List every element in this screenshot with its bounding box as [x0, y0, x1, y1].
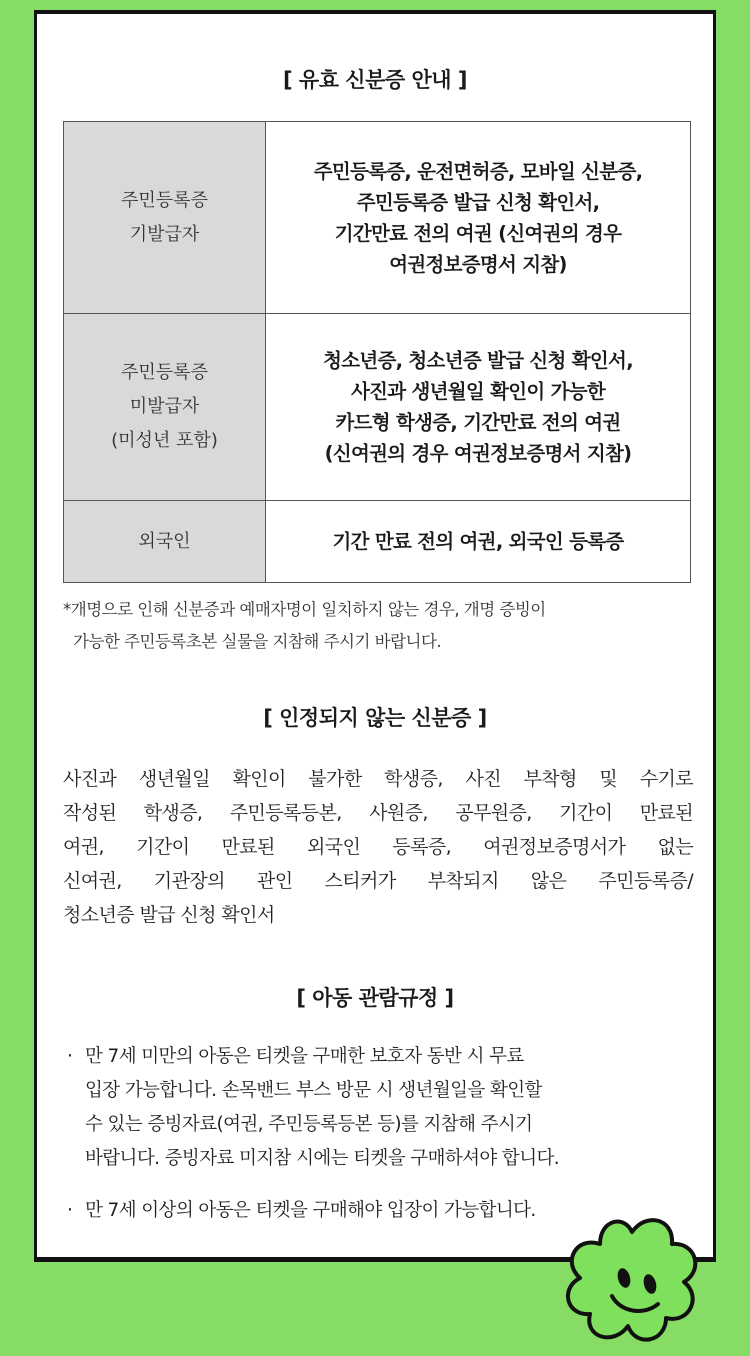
documents-cell: 주민등록증, 운전면허증, 모바일 신분증, 주민등록증 발급 신청 확인서, 기간만료 전의 여권 (신여권의 경우 여권정보증명서 지참) [266, 122, 691, 314]
list-item: · 만 7세 미만의 아동은 티켓을 구매한 보호자 동반 시 무료 입장 가능합니다. 손목밴드 부스 방문 시 생년월일을 확인할 수 있는 증빙자료(여권, 주민등록등본 등)를 지참해 주시기 바랍니다. 증빙자료 미지참 시에는 티켓을 구매하셔야 합니다. [67, 1040, 707, 1176]
table-row [64, 501, 691, 583]
bullet-dot: · [67, 1046, 73, 1067]
documents-cell: 기간 만료 전의 여권, 외국인 등록증 [266, 501, 691, 583]
list-item: · 만 7세 이상의 아동은 티켓을 구매해야 입장이 가능합니다. [67, 1194, 707, 1228]
notice-card [34, 10, 716, 1262]
category-cell: 외국인 [64, 501, 266, 583]
child-rules-heading: [ 아동 관람규정 ] [296, 986, 454, 1010]
invalid-id-text: 사진과 생년월일 확인이 불가한 학생증, 사진 부착형 및 수기로 작성된 학생증, 주민등록등본, 사원증, 공무원증, 기간이 만료된 여권, 기간이 만료된 외국인 등록증, 여권정보증명서가 없는 신여권, 기관장의 관인 스티커가 부착되지 않은 주민등록증/ 청소년증 발급 신청 확인서 [63, 768, 693, 926]
child-rule-1 [67, 1040, 707, 1176]
valid-id-table [63, 121, 691, 583]
table-row [64, 122, 691, 314]
documents-cell: 청소년증, 청소년증 발급 신청 확인서, 사진과 생년월일 확인이 가능한 카드형 학생증, 기간만료 전의 여권 (신여권의 경우 여권정보증명서 지참) [266, 314, 691, 501]
invalid-id-heading: [ 인정되지 않는 신분증 ] [263, 706, 487, 730]
table-row [64, 314, 691, 501]
category-cell: 주민등록증 기발급자 [64, 122, 266, 314]
valid-id-heading: [ 유효 신분증 안내 ] [283, 68, 467, 92]
bullet-dot: · [67, 1200, 73, 1221]
category-cell: 주민등록증 미발급자 (미성년 포함) [64, 314, 266, 501]
rename-note: *개명으로 인해 신분증과 예매자명이 일치하지 않는 경우, 개명 증빙이 가능한 주민등록초본 실물을 지참해 주시기 바랍니다. [63, 600, 546, 651]
clover-smiley-icon [562, 1210, 702, 1350]
